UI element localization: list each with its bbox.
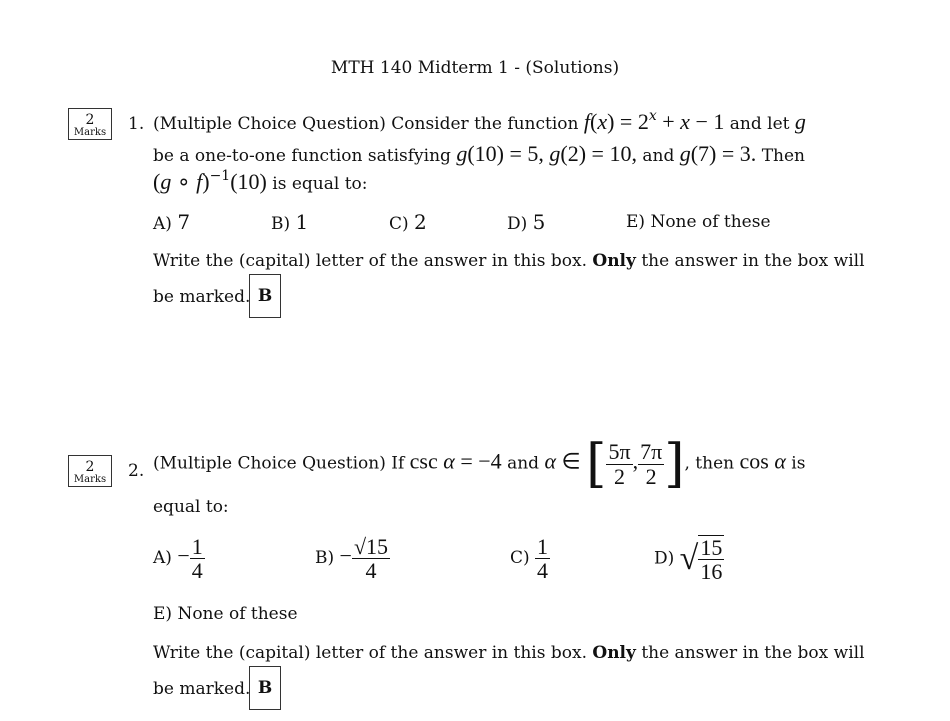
q2-text-c: , then [684,453,735,474]
q1-instructions-2: be marked. [153,287,251,307]
answer-box-q2[interactable]: B [249,666,281,710]
q1-text-d: is equal to: [272,174,368,194]
q1-line-1: (Multiple Choice Question) Consider the function $f(x) = 2^x + x - 1$ and let g [153,108,806,134]
option-b[interactable]: B) − $\frac{√15}{4}$ [315,534,389,584]
math-function: f [583,109,591,134]
q1-line-2: be a one-to-one function satisfying g(10) = 5, g(2) = 10, and g(7) = 3. Then [153,141,805,166]
option-a[interactable]: A) 7 [153,210,191,234]
marks-value: 2 [85,459,95,475]
marks-box-q2 [68,455,112,487]
q1-text-c: be a one-to-one function satisfying [153,146,451,166]
q2-instructions-2: be marked. [153,679,251,699]
question-number: 1. [128,114,145,134]
option-a[interactable]: A) − $\frac{1}{4}$ [153,534,203,584]
q2-text-a: (Multiple Choice Question) If [153,453,405,474]
option-e[interactable]: E) None of these [626,212,771,232]
answer-box-q1[interactable]: B [249,274,281,318]
q2-text-e: equal to: [153,497,229,517]
marks-label: Marks [73,127,107,138]
marks-value: 2 [85,112,95,128]
option-b[interactable]: B) 1 [271,210,309,234]
marks-box-q1 [68,108,112,140]
page-title: MTH 140 Midterm 1 - (Solutions) [330,58,620,78]
q2-text-b: and [507,453,540,474]
q1-line-3: (g ∘ f)$^{-1}$(10) is equal to: [153,168,368,194]
q2-line-1: (Multiple Choice Question) If csc α = −4 and α ∈ [ $\frac{5\pi}{2}$ , $\frac{7\pi}{2}$ ], then cos α is [153,434,806,494]
option-d[interactable]: D) 5 [507,210,546,234]
question-number: 2. [128,461,145,481]
q1-instructions: Write the (capital) letter of the answer in this box. Only the answer in the box will [153,251,865,271]
option-d[interactable]: D) √ $\frac{15}{16}$ [654,535,723,585]
q1-text-b: and let [729,114,790,134]
option-c[interactable]: C) 2 [389,210,427,234]
q2-instructions: Write the (capital) letter of the answer in this box. Only the answer in the box will [153,643,865,663]
q1-text-a: (Multiple Choice Question) Consider the function [153,114,579,134]
option-e[interactable]: E) None of these [153,604,298,624]
q2-text-d: is [791,453,806,474]
option-c[interactable]: C) $\frac{1}{4}$ [510,534,549,584]
marks-label: Marks [73,474,107,485]
